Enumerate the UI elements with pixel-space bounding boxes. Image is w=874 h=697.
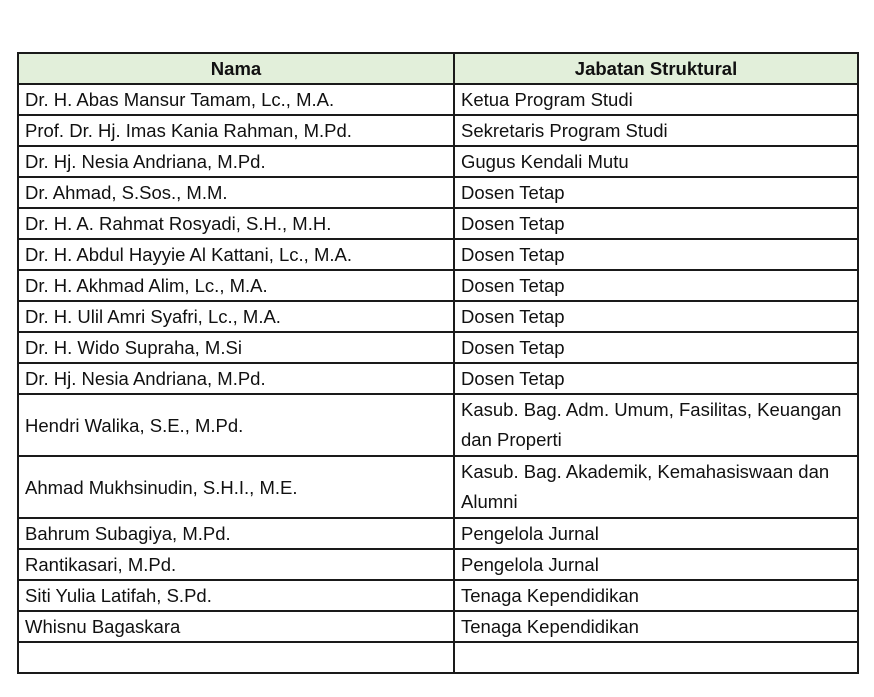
table-row [18,332,858,363]
cell-position [454,642,858,673]
cell-position: Ketua Program Studi [454,84,858,115]
cell-position: Dosen Tetap [454,208,858,239]
cell-name: Dr. H. Abas Mansur Tamam, Lc., M.A. [18,84,454,115]
table-row [18,611,858,642]
table-row [18,208,858,239]
header-jabatan-struktural: Jabatan Struktural [454,53,858,84]
cell-position: Dosen Tetap [454,301,858,332]
cell-name: Dr. Hj. Nesia Andriana, M.Pd. [18,363,454,394]
cell-name: Siti Yulia Latifah, S.Pd. [18,580,454,611]
cell-position: Dosen Tetap [454,239,858,270]
cell-position: Dosen Tetap [454,177,858,208]
cell-position: Dosen Tetap [454,332,858,363]
table-row [18,239,858,270]
cell-name: Hendri Walika, S.E., M.Pd. [18,394,454,456]
cell-name: Bahrum Subagiya, M.Pd. [18,518,454,549]
cell-position: Kasub. Bag. Adm. Umum, Fasilitas, Keuangan dan Properti [454,394,858,456]
table-row [18,580,858,611]
cell-name: Dr. Hj. Nesia Andriana, M.Pd. [18,146,454,177]
cell-name: Dr. H. Akhmad Alim, Lc., M.A. [18,270,454,301]
table-row [18,301,858,332]
table-row [18,270,858,301]
table-row [18,84,858,115]
table-row [18,115,858,146]
table-row [18,549,858,580]
table-row [18,456,858,518]
table-header-row [18,53,858,84]
cell-position: Pengelola Jurnal [454,518,858,549]
table-row [18,146,858,177]
staff-table-container [17,52,857,674]
cell-name: Dr. H. Ulil Amri Syafri, Lc., M.A. [18,301,454,332]
table-row [18,394,858,456]
cell-position: Dosen Tetap [454,363,858,394]
cell-name: Dr. H. A. Rahmat Rosyadi, S.H., M.H. [18,208,454,239]
cell-position: Tenaga Kependidikan [454,611,858,642]
header-nama: Nama [18,53,454,84]
table-row [18,518,858,549]
cell-position: Tenaga Kependidikan [454,580,858,611]
cell-name: Rantikasari, M.Pd. [18,549,454,580]
cell-name [18,642,454,673]
cell-name: Dr. H. Abdul Hayyie Al Kattani, Lc., M.A. [18,239,454,270]
cell-position: Sekretaris Program Studi [454,115,858,146]
cell-name: Prof. Dr. Hj. Imas Kania Rahman, M.Pd. [18,115,454,146]
cell-position: Pengelola Jurnal [454,549,858,580]
cell-name: Dr. Ahmad, S.Sos., M.M. [18,177,454,208]
cell-position: Dosen Tetap [454,270,858,301]
cell-position: Kasub. Bag. Akademik, Kemahasiswaan dan Alumni [454,456,858,518]
staff-table [17,52,859,674]
cell-position: Gugus Kendali Mutu [454,146,858,177]
cell-name: Dr. H. Wido Supraha, M.Si [18,332,454,363]
table-row [18,363,858,394]
table-row-empty [18,642,858,673]
cell-name: Whisnu Bagaskara [18,611,454,642]
table-row [18,177,858,208]
cell-name: Ahmad Mukhsinudin, S.H.I., M.E. [18,456,454,518]
